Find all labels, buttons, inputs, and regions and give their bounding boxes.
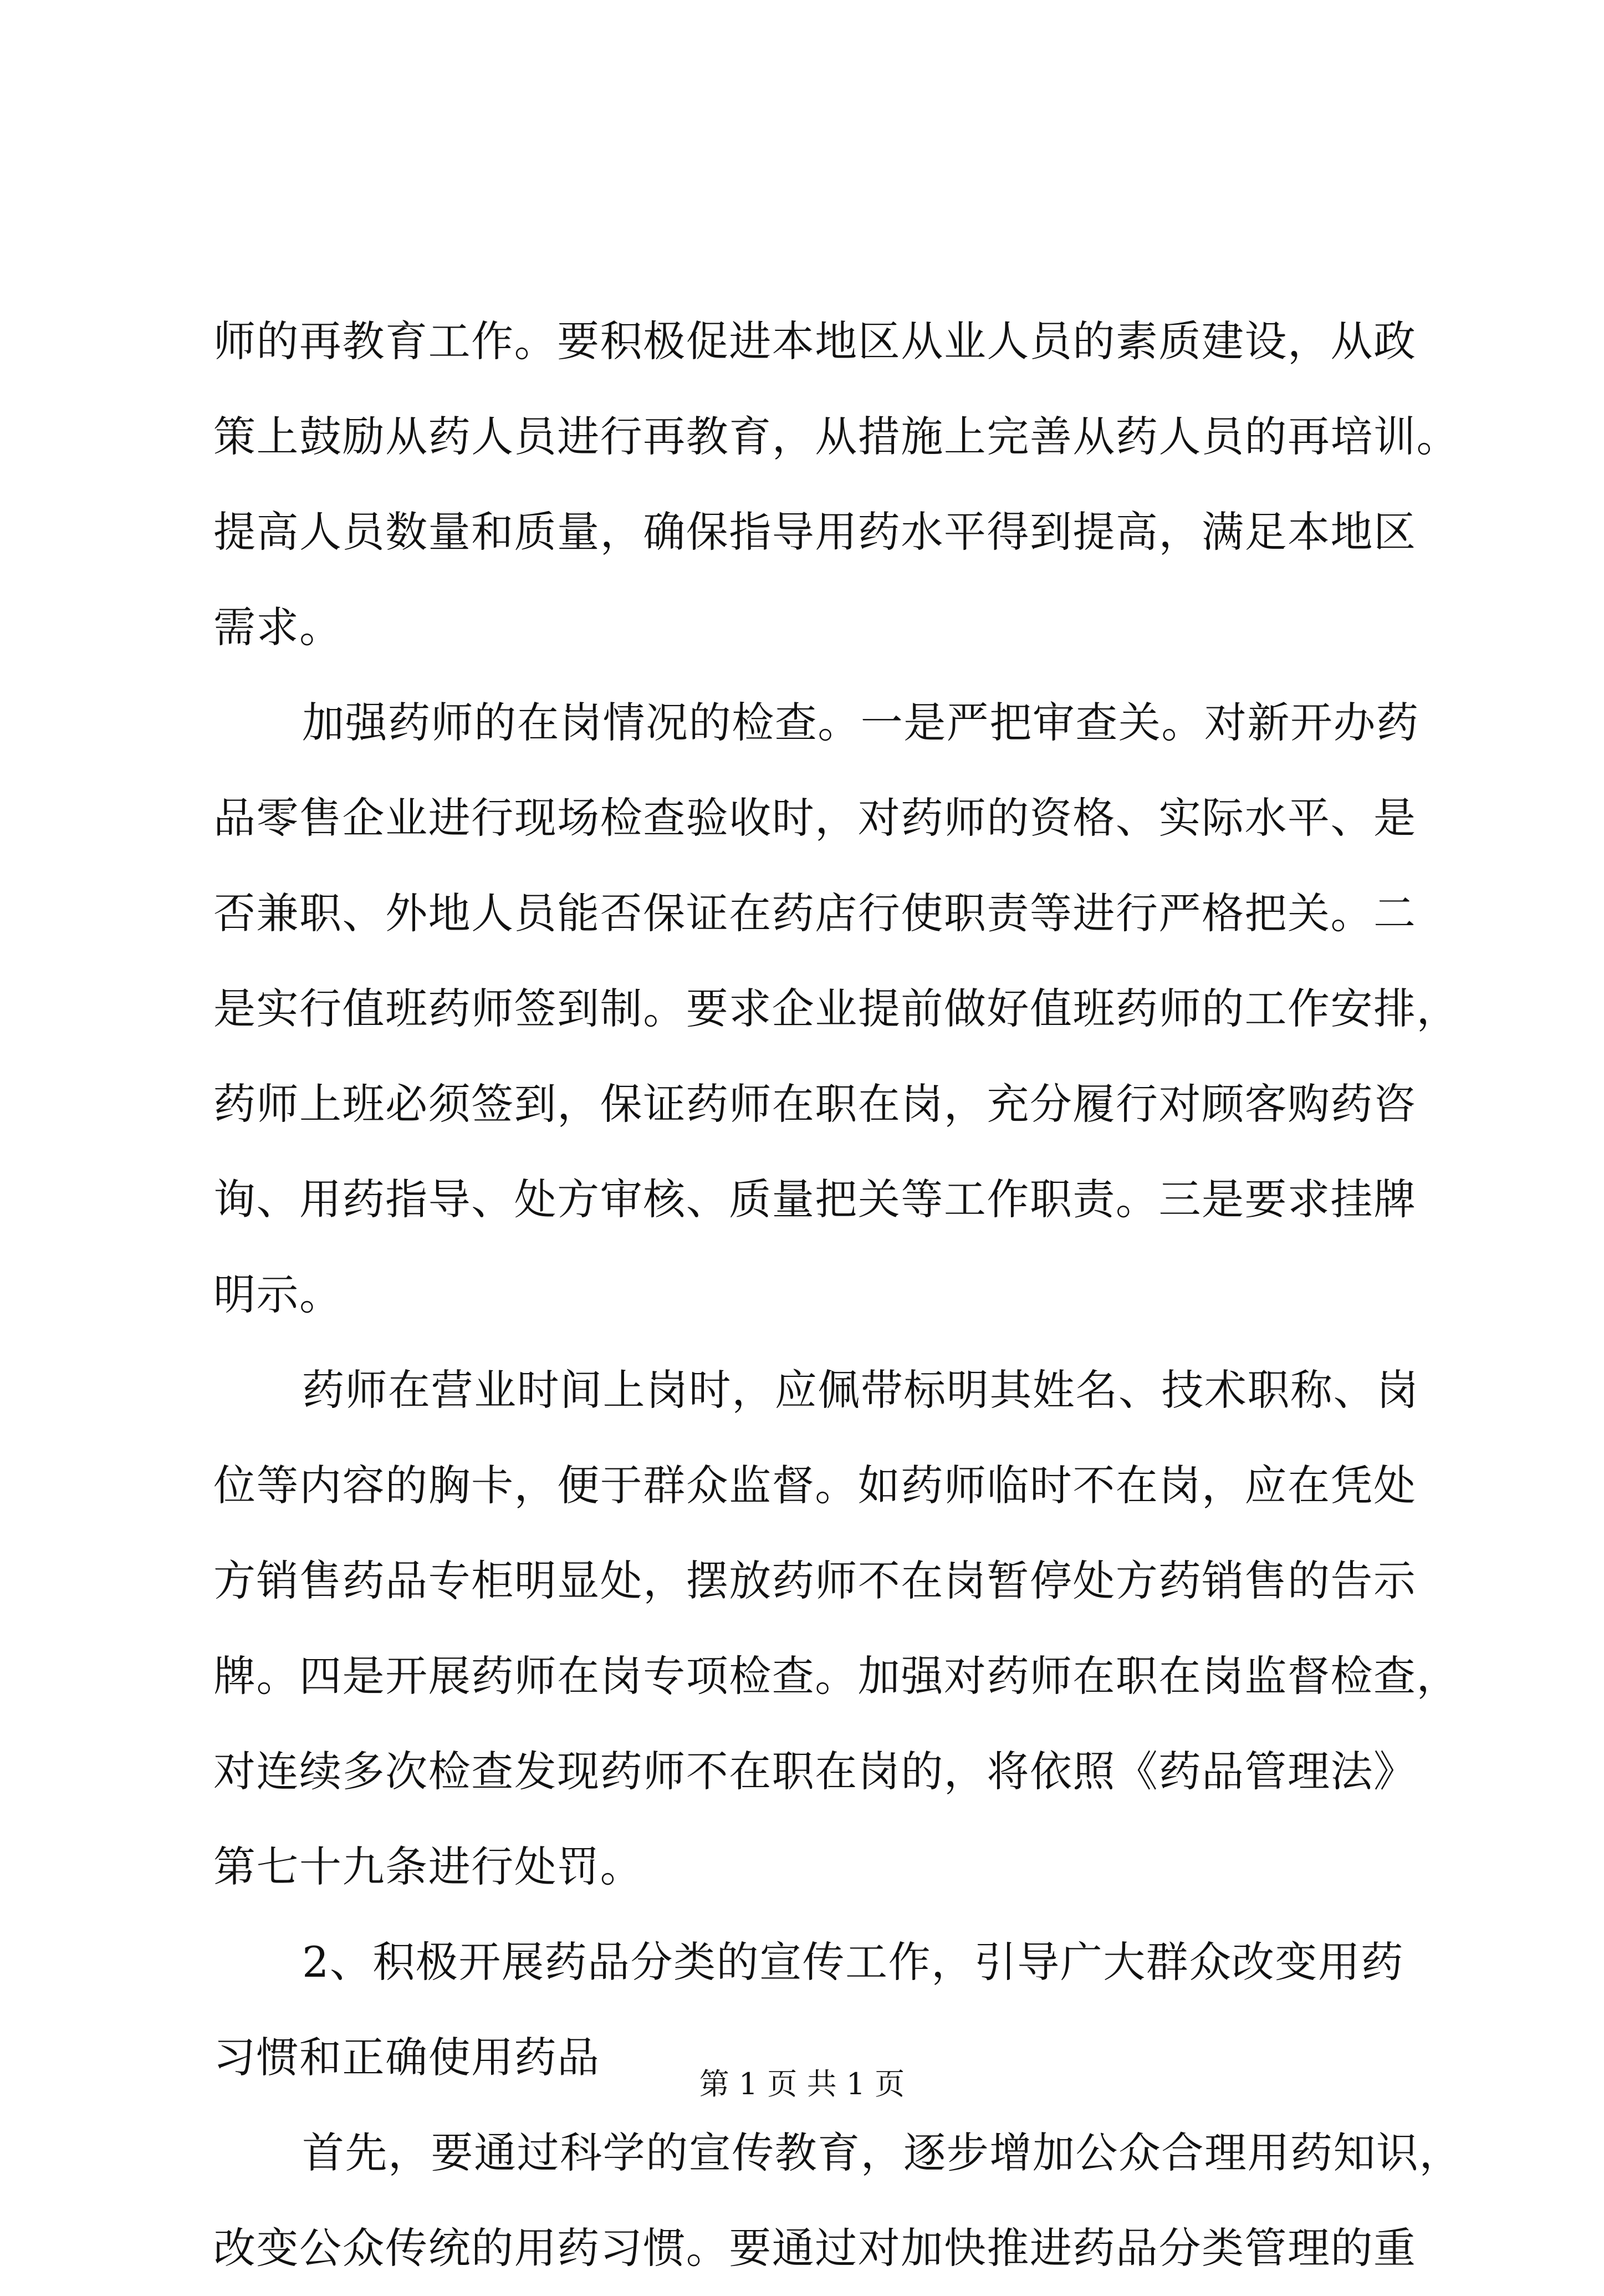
text-line: 第七十九条进行处罚。 [213,1842,643,1891]
page-footer [0,2062,1604,2106]
text-line: 方销售药品专柜明显处，摆放药师不在岗暂停处方药销售的告示 [213,1556,1417,1605]
text-line: 牌。四是开展药师在岗专项检查。加强对药师在职在岗监督检查， [213,1651,1460,1701]
text-line: 策上鼓励从药人员进行再教育，从措施上完善从药人员的再培训。 [213,412,1460,461]
text-line: 首先，要通过科学的宣传教育，逐步增加公众合理用药知识， [302,2128,1463,2177]
text-line: 对连续多次检查发现药师不在职在岗的，将依照《药品管理法》 [213,1747,1417,1796]
section-heading-line: 2、积极开展药品分类的宣传工作，引导广大群众改变用药 [302,1937,1404,1987]
text-line: 提高人员数量和质量，确保指导用药水平得到提高，满足本地区 [213,507,1417,557]
page-number-label: 第 1 页 共 1 页 [699,2067,905,2101]
document-body [213,294,1463,2296]
text-line: 药师在营业时间上岗时，应佩带标明其姓名、技术职称、岗 [302,1365,1419,1415]
text-line: 否兼职、外地人员能否保证在药店行使职责等进行严格把关。二 [213,889,1417,938]
text-line: 改变公众传统的用药习惯。要通过对加快推进药品分类管理的重 [213,2223,1417,2273]
text-line: 药师上班必须签到，保证药师在职在岗，充分履行对顾客购药咨 [213,1079,1417,1129]
text-line: 位等内容的胸卡，便于群众监督。如药师临时不在岗，应在凭处 [213,1461,1417,1510]
text-line: 明示。 [213,1270,343,1319]
section-heading-line: 习惯和正确使用药品 [213,2033,600,2082]
text-line: 是实行值班药师签到制。要求企业提前做好值班药师的工作安排， [213,984,1460,1033]
text-line: 师的再教育工作。要积极促进本地区从业人员的素质建设，从政 [213,317,1417,366]
text-line: 品零售企业进行现场检查验收时，对药师的资格、实际水平、是 [213,793,1417,843]
text-line: 加强药师的在岗情况的检查。一是严把审查关。对新开办药 [302,698,1419,747]
text-line: 需求。 [213,603,343,652]
text-line: 询、用药指导、处方审核、质量把关等工作职责。三是要求挂牌 [213,1175,1417,1224]
